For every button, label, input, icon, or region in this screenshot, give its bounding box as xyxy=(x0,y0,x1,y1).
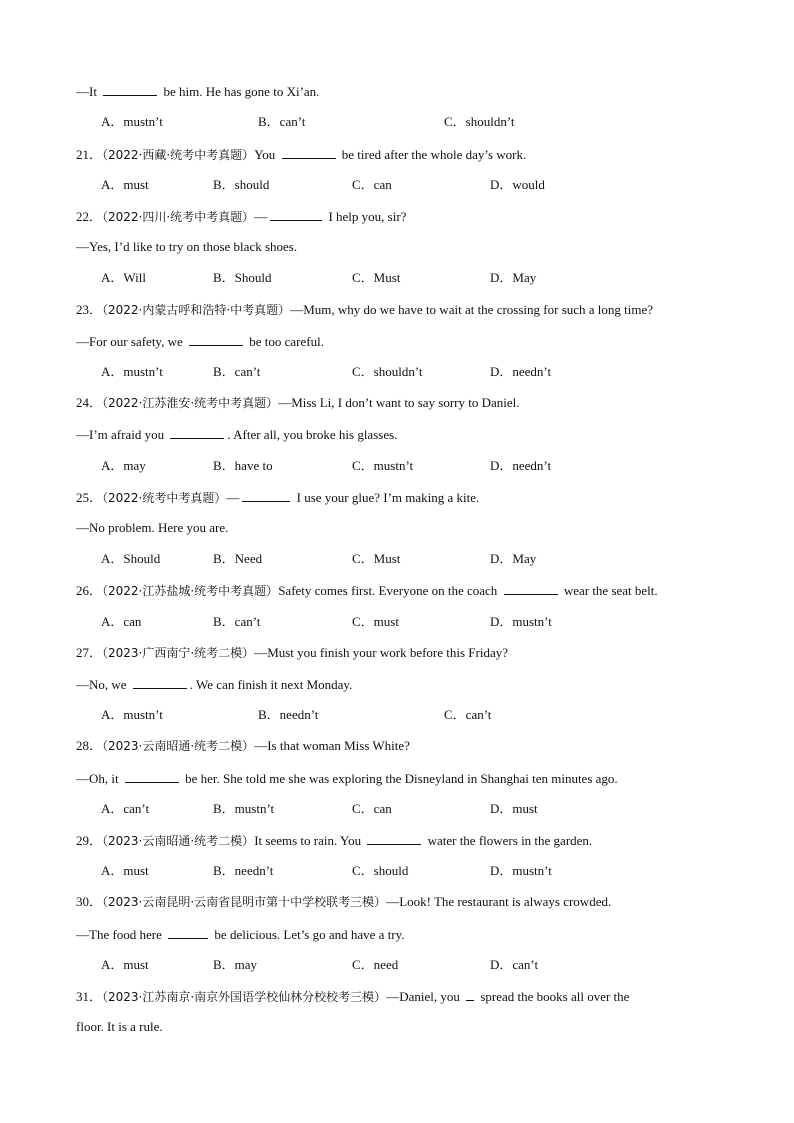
question-31-stem xyxy=(76,986,629,1006)
option-a[interactable]: A．must xyxy=(101,863,149,878)
question-26-stem xyxy=(76,580,658,600)
option-b[interactable]: B．Need xyxy=(213,551,263,566)
option-c[interactable]: C．can xyxy=(352,177,392,192)
stem-text: Safety comes first. Everyone on the coach xyxy=(278,583,498,598)
stem-text: —For our safety, we xyxy=(76,334,183,349)
stem-text: —Must you finish your work before this Friday? xyxy=(254,645,509,660)
stem-text: — xyxy=(226,490,240,505)
stem-text: . We can finish it next Monday. xyxy=(189,677,353,692)
option-d[interactable]: D．can’t xyxy=(490,957,539,972)
answer-blank xyxy=(270,206,322,221)
stem-text: I use your glue? I’m making a kite. xyxy=(296,490,480,505)
stem-text: wear the seat belt. xyxy=(563,583,658,598)
question-source: （2023·云南昆明·云南省昆明市第十中学校联考三模） xyxy=(102,895,387,909)
answer-blank xyxy=(282,144,336,159)
stem-text: be delicious. Let’s go and have a try. xyxy=(214,927,405,942)
stem-text: —Oh, it xyxy=(76,771,119,786)
stem-text: be him. He has gone to Xi’an. xyxy=(163,84,320,99)
stem-text: — xyxy=(254,209,268,224)
question-28-stem xyxy=(76,736,410,756)
option-c[interactable]: C．must xyxy=(352,614,399,629)
option-d[interactable]: D．would xyxy=(490,177,545,192)
answer-blank xyxy=(168,924,208,939)
option-a[interactable]: A．Should xyxy=(101,551,161,566)
stem-text: —I’m afraid you xyxy=(76,427,165,442)
question-23-stem xyxy=(76,300,653,320)
option-d[interactable]: D．mustn’t xyxy=(490,863,552,878)
option-a[interactable]: A．mustn’t xyxy=(101,114,163,129)
option-c[interactable]: C．should xyxy=(352,863,409,878)
question-source: （2022·江苏盐城·统考中考真题） xyxy=(102,584,279,598)
stem-text: be too careful. xyxy=(249,334,324,349)
question-number: 23． xyxy=(76,302,103,317)
question-29-options xyxy=(0,861,794,881)
option-b[interactable]: B．can’t xyxy=(213,364,261,379)
option-c[interactable]: C．need xyxy=(352,957,399,972)
question-20-stem xyxy=(76,81,319,101)
option-b[interactable]: B．mustn’t xyxy=(213,801,275,816)
question-31-line2: floor. It is a rule. xyxy=(76,1019,163,1034)
question-source: （2022·江苏淮安·统考中考真题） xyxy=(102,396,279,410)
option-c[interactable]: C．mustn’t xyxy=(352,458,414,473)
question-20-options xyxy=(0,112,794,132)
question-28-line2 xyxy=(76,768,618,788)
option-a[interactable]: A．must xyxy=(101,177,149,192)
question-source: （2022·四川·统考中考真题） xyxy=(102,210,255,224)
question-number: 24． xyxy=(76,395,103,410)
stem-text: —No, we xyxy=(76,677,127,692)
answer-blank xyxy=(170,424,224,439)
question-24-options xyxy=(0,456,794,476)
option-d[interactable]: D．needn’t xyxy=(490,364,552,379)
option-c[interactable]: C．shouldn’t xyxy=(444,114,515,129)
option-b[interactable]: B．needn’t xyxy=(258,707,319,722)
question-26-options xyxy=(0,612,794,632)
question-30-options xyxy=(0,955,794,975)
option-b[interactable]: B．have to xyxy=(213,458,273,473)
option-a[interactable]: A．can’t xyxy=(101,801,150,816)
question-21-options xyxy=(0,175,794,195)
question-30-stem xyxy=(76,892,611,912)
answer-blank xyxy=(133,674,187,689)
question-source: （2022·内蒙古呼和浩特·中考真题） xyxy=(102,303,291,317)
option-d[interactable]: D．needn’t xyxy=(490,458,552,473)
option-d[interactable]: D．mustn’t xyxy=(490,614,552,629)
question-23-line2 xyxy=(76,331,324,351)
question-number: 26． xyxy=(76,583,103,598)
answer-blank xyxy=(242,487,290,502)
question-21-stem xyxy=(76,144,526,164)
option-d[interactable]: D．must xyxy=(490,801,538,816)
option-a[interactable]: A．mustn’t xyxy=(101,364,163,379)
option-c[interactable]: C．can xyxy=(352,801,392,816)
option-c[interactable]: C．Must xyxy=(352,270,401,285)
option-b[interactable]: B．can’t xyxy=(213,614,261,629)
question-number: 30． xyxy=(76,894,103,909)
option-b[interactable]: B．needn’t xyxy=(213,863,274,878)
question-number: 28． xyxy=(76,738,103,753)
question-source: （2023·云南昭通·统考二模） xyxy=(102,834,255,848)
stem-text: —The food here xyxy=(76,927,162,942)
option-a[interactable]: A．may xyxy=(101,458,146,473)
question-25-line2: —No problem. Here you are. xyxy=(76,520,229,535)
stem-text: spread the books all over the xyxy=(480,989,630,1004)
stem-text: water the flowers in the garden. xyxy=(427,833,593,848)
stem-text: —Look! The restaurant is always crowded. xyxy=(386,894,612,909)
option-b[interactable]: B．should xyxy=(213,177,270,192)
answer-blank xyxy=(189,331,243,346)
answer-blank xyxy=(125,768,179,783)
question-22-stem xyxy=(76,206,406,226)
stem-text: be her. She told me she was exploring the Disneyland in Shanghai ten minutes ago. xyxy=(185,771,618,786)
option-b[interactable]: B．may xyxy=(213,957,258,972)
stem-text: —It xyxy=(76,84,97,99)
question-25-stem xyxy=(76,487,479,507)
question-number: 22． xyxy=(76,209,103,224)
option-b[interactable]: B．can’t xyxy=(258,114,306,129)
option-a[interactable]: A．mustn’t xyxy=(101,707,163,722)
option-a[interactable]: A．must xyxy=(101,957,149,972)
stem-text: . After all, you broke his glasses. xyxy=(227,427,398,442)
question-24-stem xyxy=(76,393,520,413)
stem-text: —Mum, why do we have to wait at the crossing for such a long time? xyxy=(290,302,654,317)
option-a[interactable]: A．can xyxy=(101,614,142,629)
answer-blank xyxy=(466,986,474,1001)
question-30-line2 xyxy=(76,924,405,944)
option-d[interactable]: D．May xyxy=(490,270,537,285)
stem-text: —Daniel, you xyxy=(386,989,460,1004)
question-number: 29． xyxy=(76,833,103,848)
stem-text: You xyxy=(254,147,276,162)
question-24-line2 xyxy=(76,424,397,444)
question-29-stem xyxy=(76,830,592,850)
question-source: （2023·云南昭通·统考二模） xyxy=(102,739,255,753)
option-c[interactable]: C．Must xyxy=(352,551,401,566)
stem-text: I help you, sir? xyxy=(328,209,407,224)
question-23-options xyxy=(0,362,794,382)
question-source: （2023·广西南宁·统考二模） xyxy=(102,646,255,660)
answer-blank xyxy=(103,81,157,96)
option-c[interactable]: C．shouldn’t xyxy=(352,364,423,379)
question-27-stem xyxy=(76,643,508,663)
option-d[interactable]: D．May xyxy=(490,551,537,566)
question-source: （2022·西藏·统考中考真题） xyxy=(102,148,255,162)
question-22-line2: —Yes, I’d like to try on those black shoes. xyxy=(76,239,298,254)
question-number: 21． xyxy=(76,147,103,162)
question-28-options xyxy=(0,799,794,819)
stem-text: It seems to rain. You xyxy=(254,833,362,848)
question-22-options xyxy=(0,268,794,288)
answer-blank xyxy=(367,830,421,845)
question-source: （2023·江苏南京·南京外国语学校仙林分校校考三模） xyxy=(102,990,387,1004)
question-number: 27． xyxy=(76,645,103,660)
question-25-options xyxy=(0,549,794,569)
question-number: 31． xyxy=(76,989,103,1004)
option-c[interactable]: C．can’t xyxy=(444,707,492,722)
question-27-line2 xyxy=(76,674,352,694)
option-a[interactable]: A．Will xyxy=(101,270,146,285)
question-source: （2022·统考中考真题） xyxy=(102,491,227,505)
answer-blank xyxy=(504,580,558,595)
stem-text: be tired after the whole day’s work. xyxy=(341,147,527,162)
question-27-options xyxy=(0,705,794,725)
stem-text: —Is that woman Miss White? xyxy=(254,738,410,753)
stem-text: —Miss Li, I don’t want to say sorry to Daniel. xyxy=(278,395,520,410)
option-b[interactable]: B．Should xyxy=(213,270,272,285)
question-number: 25． xyxy=(76,490,103,505)
